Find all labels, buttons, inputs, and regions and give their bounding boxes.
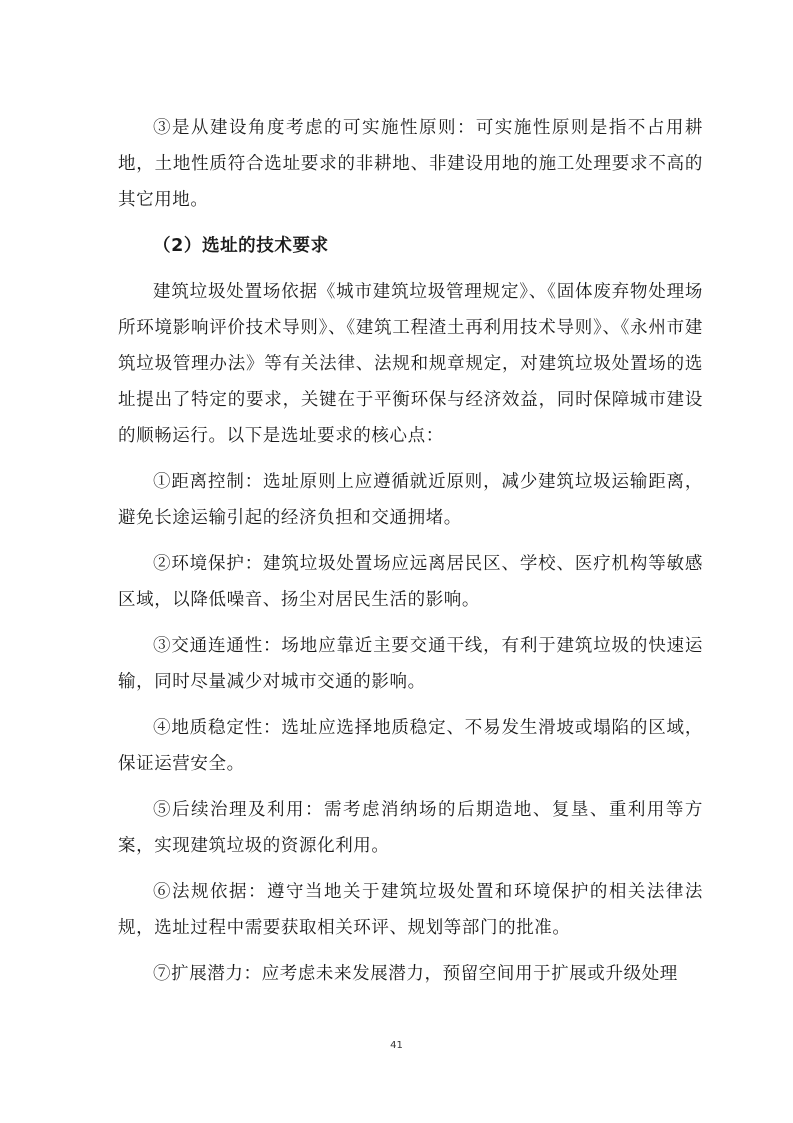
- requirement-subsequent-treatment: ⑤后续治理及利用：需考虑消纳场的后期造地、复垦、重利用等方案，实现建筑垃圾的资源化利用。: [118, 800, 703, 856]
- intro-paragraph: 建筑垃圾处置场依据《城市建筑垃圾管理规定》、《固体废弃物处理场所环境影响评价技术导则》、《建筑工程渣土再利用技术导则》、《永州市建筑垃圾管理办法》等有关法律、法规和规章规定，对建筑垃圾处置场的选址提出了特定的要求，关键在于平衡环保与经济效益，同时保障城市建设的顺畅运行。以下是选址要求的核心点：: [118, 282, 703, 446]
- document-body: [118, 110, 703, 1002]
- requirement-regulatory-basis: ⑥法规依据：遵守当地关于建筑垃圾处置和环境保护的相关法律法规，选址过程中需要获取相关环评、规划等部门的批准。: [118, 882, 703, 938]
- feasibility-principle-paragraph: ③是从建设角度考虑的可实施性原则：可实施性原则是指不占用耕地，土地性质符合选址要求的非耕地、非建设用地的施工处理要求不高的其它用地。: [118, 118, 703, 210]
- requirement-geological-stability: ④地质稳定性：选址应选择地质稳定、不易发生滑坡或塌陷的区域，保证运营安全。: [118, 718, 703, 774]
- requirement-environmental-protection: ②环境保护：建筑垃圾处置场应远离居民区、学校、医疗机构等敏感区域，以降低噪音、扬尘对居民生活的影响。: [118, 554, 703, 610]
- requirement-expansion-potential: ⑦扩展潜力：应考虑未来发展潜力，预留空间用于扩展或升级处理: [153, 964, 678, 984]
- page-number: 41: [390, 1040, 403, 1051]
- requirement-distance-control: ①距离控制：选址原则上应遵循就近原则，减少建筑垃圾运输距离，避免长途运输引起的经济负担和交通拥堵。: [118, 472, 703, 528]
- section-heading: （2）选址的技术要求: [153, 236, 329, 256]
- requirement-traffic-connectivity: ③交通连通性：场地应靠近主要交通干线，有利于建筑垃圾的快速运输，同时尽量减少对城市交通的影响。: [118, 636, 703, 692]
